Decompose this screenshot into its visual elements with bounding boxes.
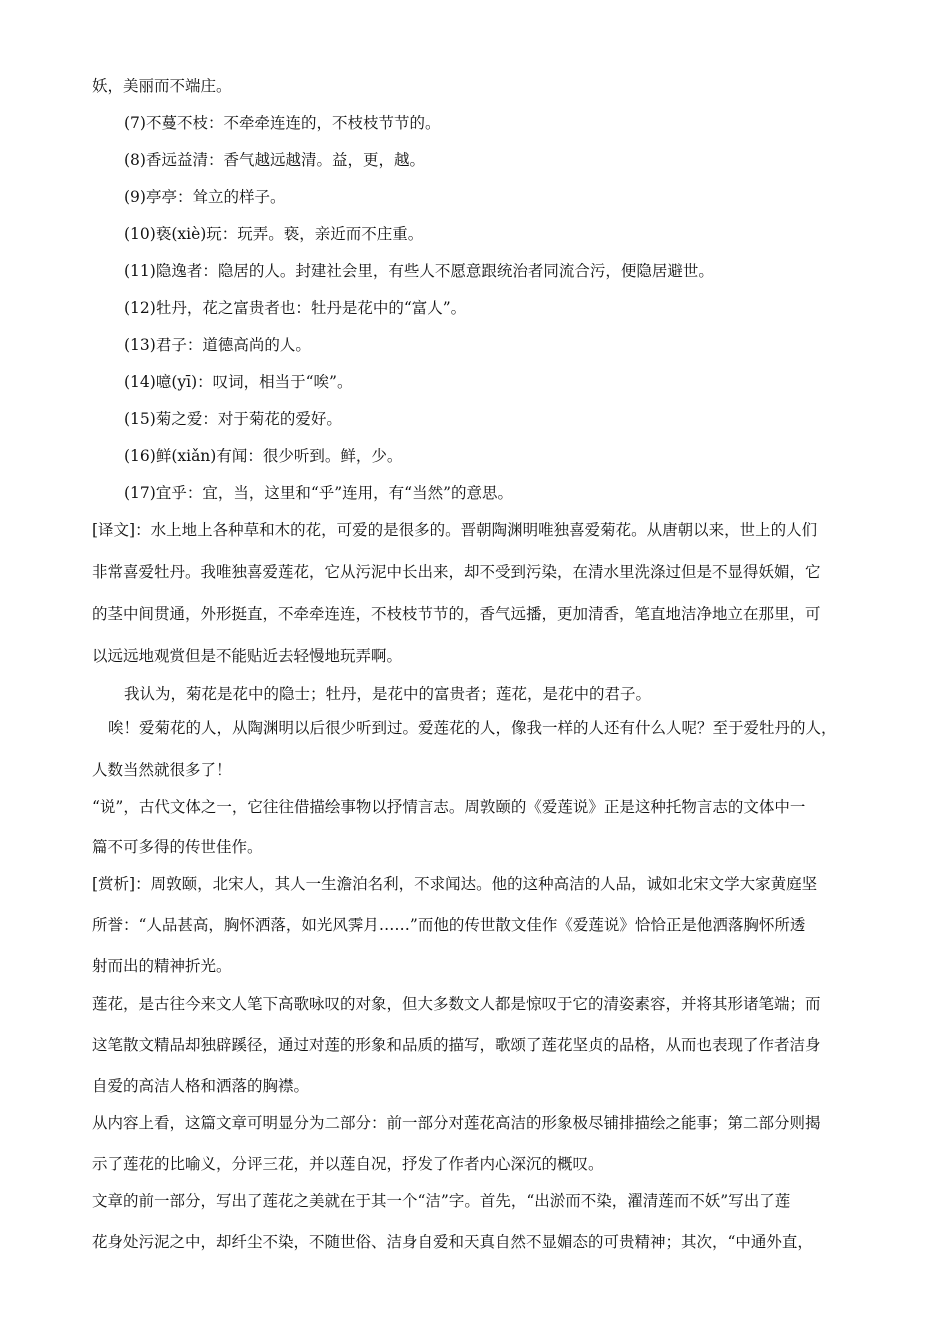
analysis-line: 莲花，是古往今来文人笔下高歌咏叹的对象，但大多数文人都是惊叹于它的清姿素容，并将其形诸笔端；而 bbox=[92, 995, 821, 1013]
translation-line: 非常喜爱牡丹。我唯独喜爱莲花，它从污泥中长出来，却不受到污染，在清水里洗涤过但是不显得妖媚，它 bbox=[92, 563, 821, 581]
note-17: (17)宜乎：宜，当，这里和“乎”连用，有“当然”的意思。 bbox=[124, 484, 514, 502]
translation-line: 我认为，菊花是花中的隐士；牡丹，是花中的富贵者；莲花，是花中的君子。 bbox=[124, 685, 652, 703]
analysis-line: 从内容上看，这篇文章可明显分为二部分：前一部分对莲花高洁的形象极尽铺排描绘之能事；第二部分则揭 bbox=[92, 1114, 821, 1132]
analysis-line: 花身处污泥之中，却纤尘不染，不随世俗、洁身自爱和天真自然不显媚态的可贵精神；其次，“中通外直， bbox=[92, 1233, 813, 1251]
translation-line: 人数当然就很多了！ bbox=[92, 761, 232, 779]
analysis-line: 自爱的高洁人格和洒落的胸襟。 bbox=[92, 1077, 310, 1095]
analysis-line: 所誉：“人品甚高，胸怀洒落，如光风霁月……”而他的传世散文佳作《爱莲说》恰恰正是他洒落胸怀所透 bbox=[92, 916, 806, 934]
note-13: (13)君子：道德高尚的人。 bbox=[124, 336, 311, 354]
translation-line: [译文]：水上地上各种草和木的花，可爱的是很多的。晋朝陶渊明唯独喜爱菊花。从唐朝以来，世上的人们 bbox=[92, 521, 818, 539]
note-16: (16)鲜(xiǎn)有闻：很少听到。鲜，少。 bbox=[124, 447, 403, 465]
translation-line: 的茎中间贯通，外形挺直，不牵牵连连，不枝枝节节的，香气远播，更加清香，笔直地洁净地立在那里，可 bbox=[92, 605, 821, 623]
analysis-line: 文章的前一部分，写出了莲花之美就在于其一个“洁”字。首先，“出淤而不染，濯清莲而不妖”写出了莲 bbox=[92, 1192, 791, 1210]
note-7: (7)不蔓不枝：不牵牵连连的，不枝枝节节的。 bbox=[124, 114, 441, 132]
translation-line: 以远远地观赏但是不能贴近去轻慢地玩弄啊。 bbox=[92, 647, 403, 665]
analysis-line: 示了莲花的比喻义，分评三花，并以莲自况，抒发了作者内心深沉的概叹。 bbox=[92, 1155, 604, 1173]
analysis-line: [赏析]：周敦颐，北宋人，其人一生澹泊名利，不求闻达。他的这种高洁的人品，诚如北宋文学大家黄庭坚 bbox=[92, 875, 818, 893]
note-14: (14)噫(yī)：叹词，相当于“唉”。 bbox=[124, 373, 353, 391]
intro-line: “说”，古代文体之一，它往往借描绘事物以抒情言志。周敦颐的《爱莲说》正是这种托物言志的文体中一 bbox=[92, 798, 806, 816]
note-12: (12)牡丹，花之富贵者也：牡丹是花中的“富人”。 bbox=[124, 299, 467, 317]
analysis-line: 射而出的精神折光。 bbox=[92, 957, 232, 975]
analysis-line: 这笔散文精品却独辟蹊径，通过对莲的形象和品质的描写，歌颂了莲花坚贞的品格，从而也表现了作者洁身 bbox=[92, 1036, 821, 1054]
note-11: (11)隐逸者：隐居的人。封建社会里，有些人不愿意跟统治者同流合污，便隐居避世。 bbox=[124, 262, 714, 280]
intro-line: 篇不可多得的传世佳作。 bbox=[92, 838, 263, 856]
note-8: (8)香远益清：香气越远越清。益，更，越。 bbox=[124, 151, 425, 169]
text-line: 妖，美丽而不端庄。 bbox=[92, 77, 232, 95]
note-9: (9)亭亭：耸立的样子。 bbox=[124, 188, 286, 206]
note-10: (10)亵(xiè)玩：玩弄。亵，亲近而不庄重。 bbox=[124, 225, 424, 243]
note-15: (15)菊之爱：对于菊花的爱好。 bbox=[124, 410, 342, 428]
translation-line: 唉！爱菊花的人，从陶渊明以后很少听到过。爱莲花的人，像我一样的人还有什么人呢？至于爱牡丹的人， bbox=[108, 719, 837, 737]
